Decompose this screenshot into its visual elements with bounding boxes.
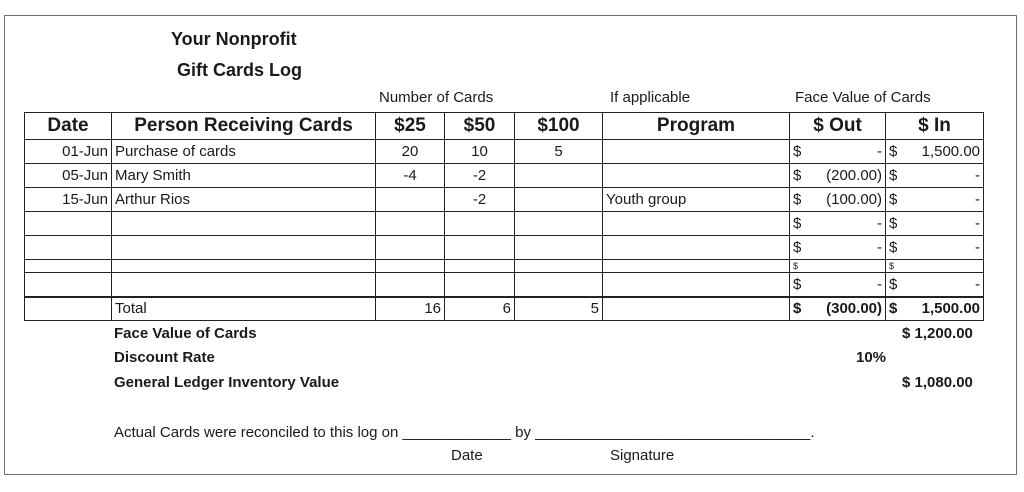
cell-25: [376, 273, 445, 297]
currency-sign: $: [889, 261, 895, 271]
currency-sign: $: [793, 239, 802, 256]
currency-sign: $: [889, 300, 898, 318]
total-label: Total: [112, 297, 376, 321]
cell-100: [515, 164, 603, 188]
cell-25: [376, 188, 445, 212]
number-of-cards-header: Number of Cards: [379, 89, 494, 106]
amount: 1,500.00: [921, 300, 980, 318]
amount: -: [975, 167, 980, 184]
cell-program: [603, 260, 790, 273]
cell-in: [886, 164, 984, 188]
table-row: [25, 188, 984, 212]
header-row: [25, 113, 984, 140]
cell-person: Mary Smith: [112, 164, 376, 188]
cell-100: [515, 236, 603, 260]
cell-25: 20: [376, 140, 445, 164]
currency-sign: $: [793, 215, 802, 232]
currency-sign: $: [889, 215, 898, 232]
gift-cards-log-table: [24, 112, 984, 321]
total-row: [25, 297, 984, 321]
cell-program: [603, 236, 790, 260]
cell-out: [790, 212, 886, 236]
cell-50: [445, 212, 515, 236]
cell-date: [25, 212, 112, 236]
cell-program: [603, 164, 790, 188]
col-program: Program: [603, 113, 790, 140]
table-row: [25, 273, 984, 297]
total-in: [886, 297, 984, 321]
cell-person: [112, 260, 376, 273]
cell-program: [603, 297, 790, 321]
col-100: $100: [515, 113, 603, 140]
cell-100: 5: [515, 140, 603, 164]
amount: -: [877, 239, 882, 256]
cell-50: [445, 236, 515, 260]
currency-sign: $: [793, 191, 802, 208]
cell-out: [790, 236, 886, 260]
col-50: $50: [445, 113, 515, 140]
total-out: [790, 297, 886, 321]
reconcile-statement: Actual Cards were reconciled to this log on _____________ by _________________________________.: [114, 424, 815, 441]
table-row: [25, 260, 984, 273]
cell-program: [603, 212, 790, 236]
cell-out: [790, 273, 886, 297]
discount-rate-label: Discount Rate: [114, 349, 215, 366]
col-in: $ In: [886, 113, 984, 140]
amount: -: [877, 215, 882, 232]
cell-out: [790, 188, 886, 212]
amount: -: [975, 239, 980, 256]
currency-sign: $: [793, 167, 802, 184]
cell-50: -2: [445, 188, 515, 212]
discount-rate-value: 10%: [856, 349, 887, 366]
cell-person: [112, 212, 376, 236]
amount: -: [975, 215, 980, 232]
cell-date: [25, 236, 112, 260]
cell-in: [886, 140, 984, 164]
cell-50: [445, 260, 515, 273]
total-100: 5: [515, 297, 603, 321]
col-25: $25: [376, 113, 445, 140]
col-out: $ Out: [790, 113, 886, 140]
cell-100: [515, 273, 603, 297]
gl-inventory-label: General Ledger Inventory Value: [114, 374, 340, 391]
total-25: 16: [376, 297, 445, 321]
amount: 1,500.00: [921, 143, 980, 160]
cell-date: [25, 273, 112, 297]
currency-sign: $: [889, 239, 898, 256]
log-title: Gift Cards Log: [177, 60, 302, 80]
cell-in: [886, 212, 984, 236]
cell-person: [112, 236, 376, 260]
cell-in: [886, 236, 984, 260]
amount: -: [877, 275, 882, 293]
table-row: [25, 140, 984, 164]
col-person: Person Receiving Cards: [112, 113, 376, 140]
currency-sign: $: [793, 300, 802, 318]
amount: -: [877, 143, 882, 160]
currency-sign: $: [793, 143, 802, 160]
cell-out: [790, 164, 886, 188]
currency-sign: $: [889, 191, 898, 208]
cell-person: Purchase of cards: [112, 140, 376, 164]
cell-25: -4: [376, 164, 445, 188]
currency-sign: $: [889, 167, 898, 184]
cell-100: [515, 212, 603, 236]
face-value-header: Face Value of Cards: [795, 89, 931, 106]
currency-sign: $: [889, 143, 898, 160]
cell-program: Youth group: [603, 188, 790, 212]
cell-date: 01-Jun: [25, 140, 112, 164]
currency-sign: $: [793, 275, 802, 293]
cell-in: [886, 273, 984, 297]
amount: (100.00): [826, 191, 882, 208]
cell-25: [376, 260, 445, 273]
face-value-amount: $ 1,200.00: [902, 325, 973, 342]
amount: (200.00): [826, 167, 882, 184]
cell-50: -2: [445, 164, 515, 188]
if-applicable-header: If applicable: [610, 89, 691, 106]
currency-sign: $: [889, 275, 898, 293]
cell-date: [25, 260, 112, 273]
org-title: Your Nonprofit: [171, 29, 297, 49]
amount: -: [975, 191, 980, 208]
cell-date: 05-Jun: [25, 164, 112, 188]
cell-program: [603, 273, 790, 297]
cell-date: 15-Jun: [25, 188, 112, 212]
cell-person: Arthur Rios: [112, 188, 376, 212]
cell-program: [603, 140, 790, 164]
amount: (300.00): [826, 300, 882, 318]
date-caption: Date: [451, 447, 483, 464]
table-row: [25, 236, 984, 260]
cell-50: 10: [445, 140, 515, 164]
cell-50: [445, 273, 515, 297]
signature-caption: Signature: [610, 447, 675, 464]
cell-100: [515, 188, 603, 212]
table-row: [25, 212, 984, 236]
cell-in: [886, 260, 984, 273]
face-value-label: Face Value of Cards: [114, 325, 257, 342]
col-date: Date: [25, 113, 112, 140]
cell-person: [112, 273, 376, 297]
cell-in: [886, 188, 984, 212]
cell-100: [515, 260, 603, 273]
cell-date: [25, 297, 112, 321]
cell-out: [790, 140, 886, 164]
cell-25: [376, 236, 445, 260]
amount: -: [975, 275, 980, 293]
cell-25: [376, 212, 445, 236]
table-row: [25, 164, 984, 188]
total-50: 6: [445, 297, 515, 321]
cell-out: [790, 260, 886, 273]
gl-inventory-value: $ 1,080.00: [902, 374, 973, 391]
currency-sign: $: [793, 261, 799, 271]
